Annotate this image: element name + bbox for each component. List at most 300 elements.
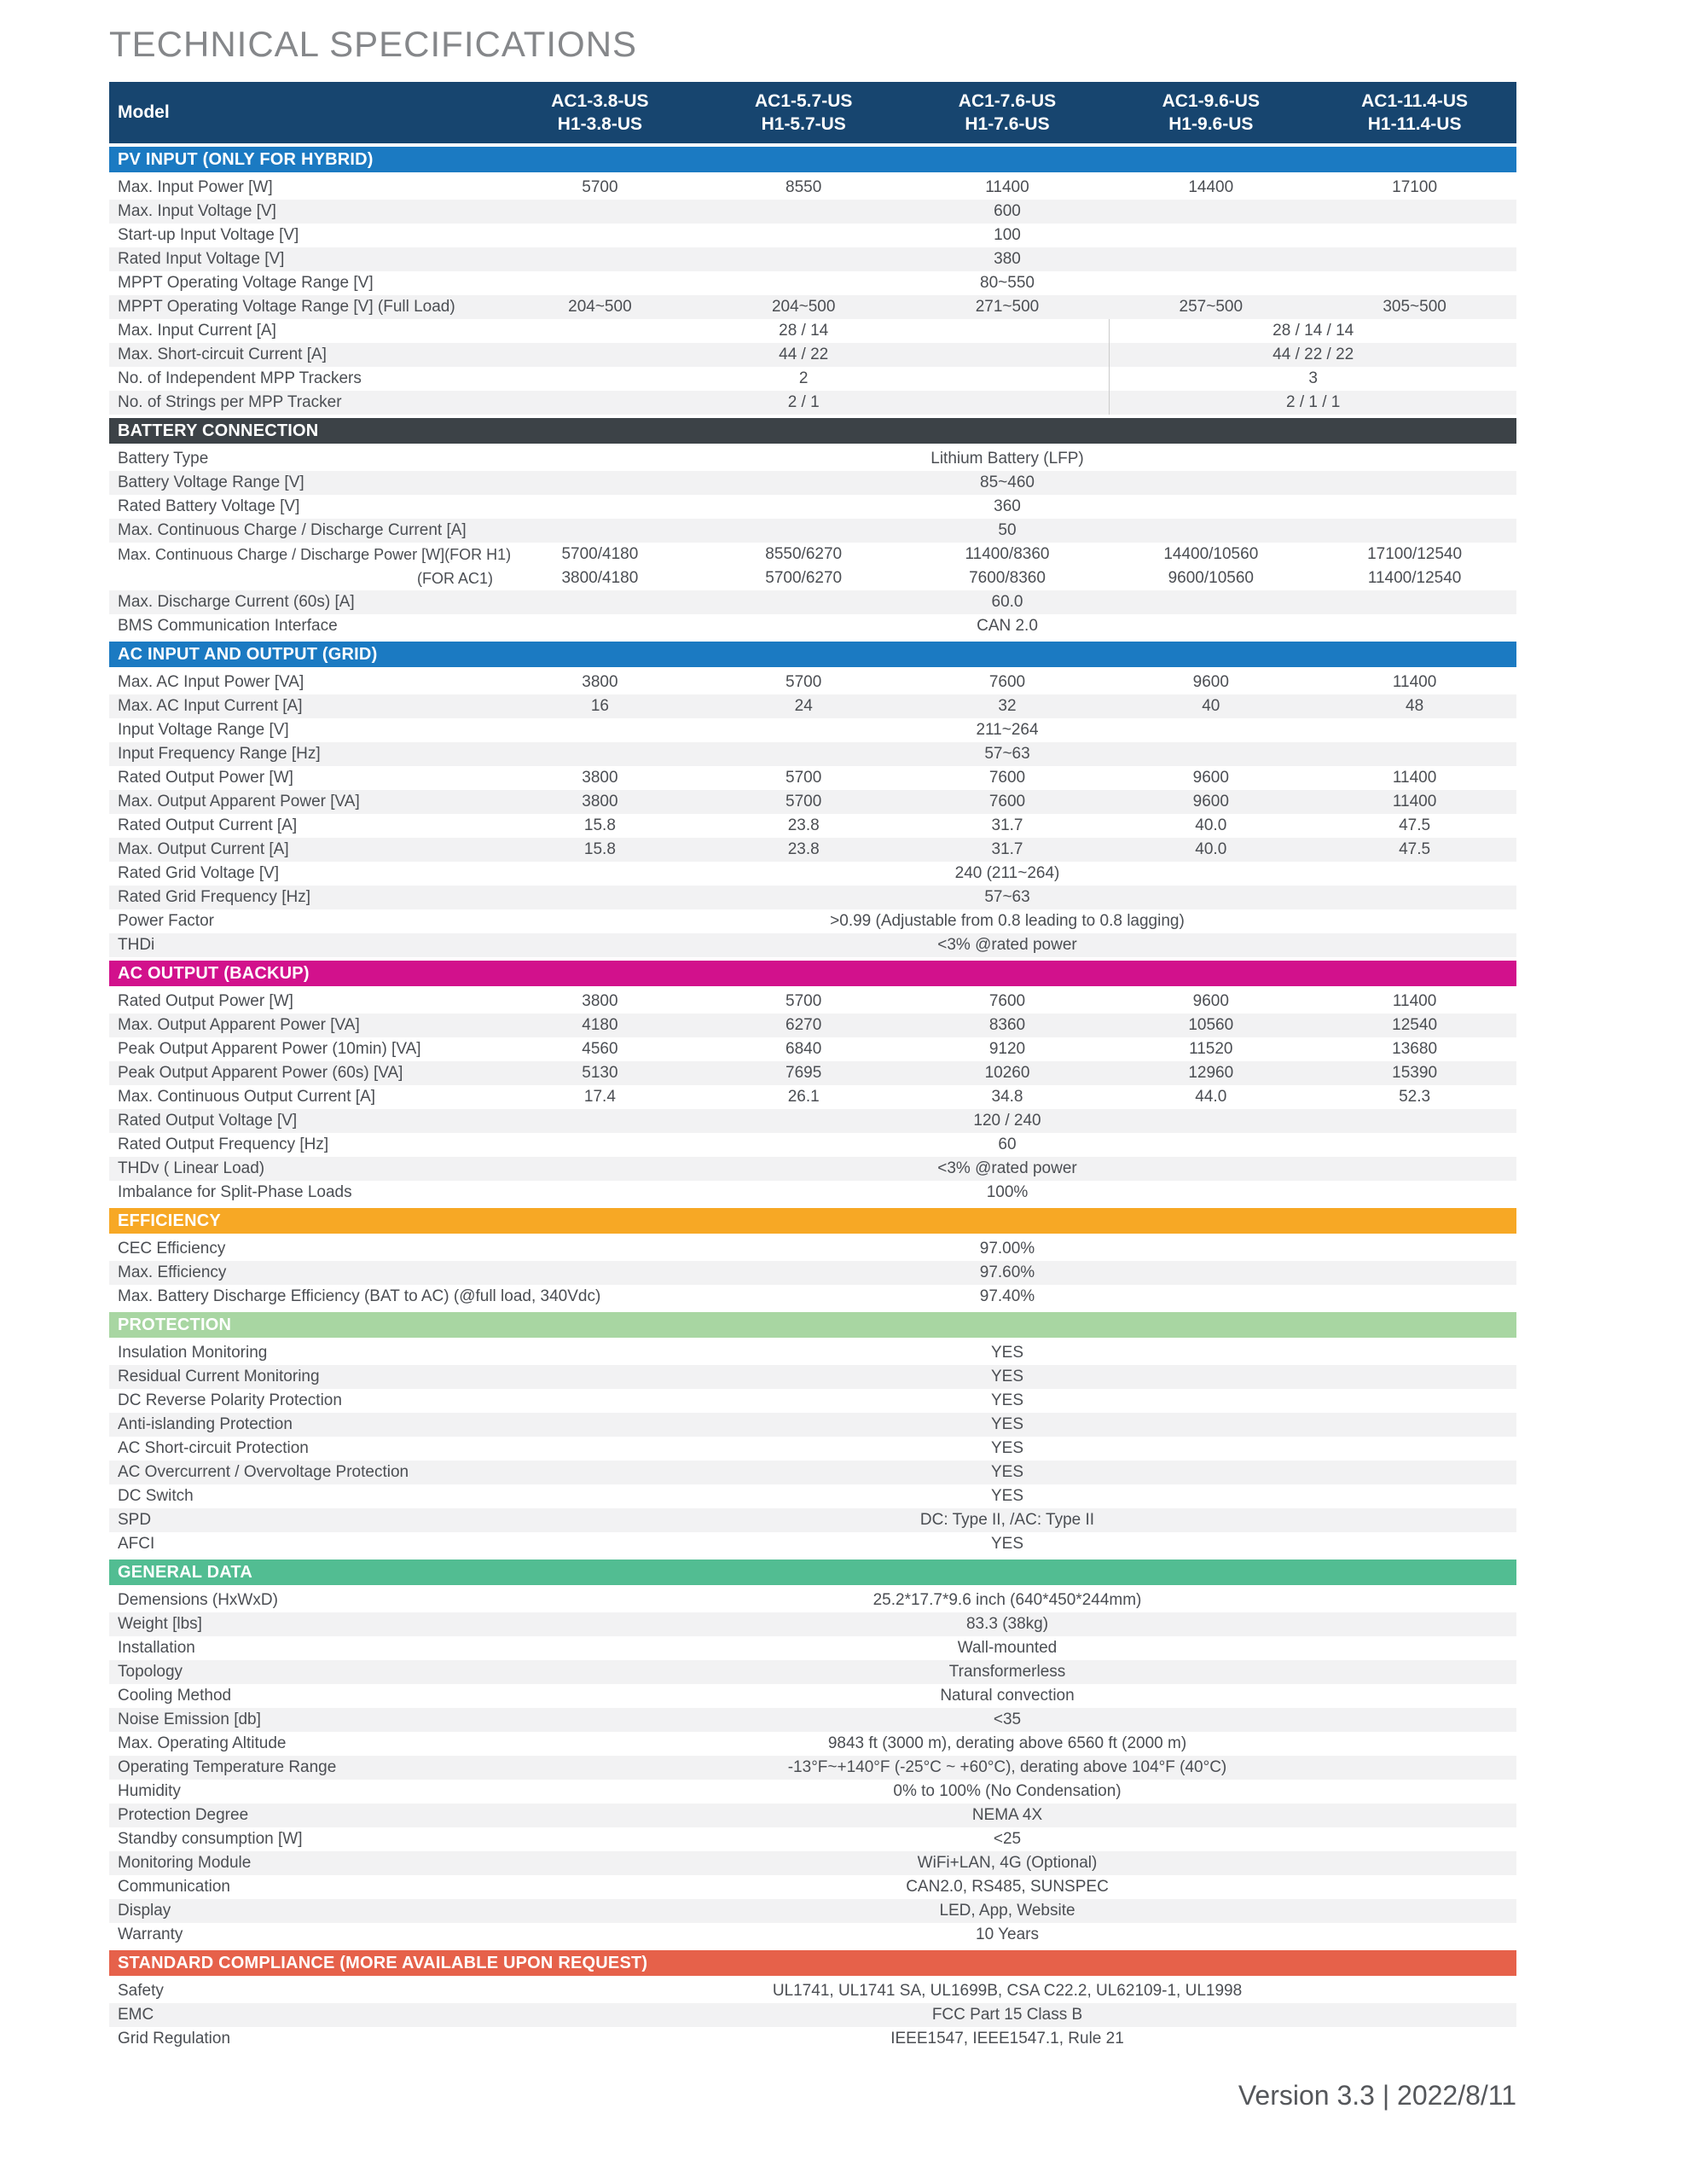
row-value: 5700	[582, 178, 618, 196]
row-label	[109, 566, 498, 590]
row-value: 8360	[988, 1016, 1026, 1034]
row-value: 80~550	[980, 274, 1035, 292]
spec-row	[109, 2027, 1516, 2051]
spec-row	[109, 176, 1516, 200]
row-value: 0% to 100% (No Condensation)	[893, 1782, 1122, 1800]
model-column-header	[498, 90, 702, 136]
row-label: Max. AC Input Power [VA]	[118, 673, 304, 691]
row-value: 120 / 240	[973, 1112, 1041, 1130]
row-label: Max. Input Voltage [V]	[118, 202, 276, 220]
row-value: 7600	[988, 769, 1026, 787]
row-label: MPPT Operating Voltage Range [V]	[118, 274, 374, 292]
row-value: 15390	[1392, 1064, 1438, 1082]
row-value: 23.8	[787, 840, 820, 858]
spec-row	[109, 718, 1516, 742]
model-name-ac: AC1-11.4-US	[1361, 91, 1469, 111]
row-value: 11400	[1392, 673, 1437, 691]
spec-row	[109, 566, 1516, 590]
row-value: 14400	[1188, 178, 1234, 196]
row-value: IEEE1547, IEEE1547.1, Rule 21	[890, 2030, 1124, 2048]
row-value-right: 44 / 22 / 22	[1109, 343, 1516, 367]
row-label: Battery Voltage Range [V]	[118, 473, 304, 491]
row-label: Weight [lbs]	[118, 1615, 202, 1633]
row-value: 11400/8360	[965, 545, 1050, 563]
row-value: 6840	[786, 1040, 822, 1058]
version-footer: Version 3.3 | 2022/8/11	[1238, 2080, 1516, 2111]
model-column-header	[1109, 90, 1313, 136]
spec-row	[109, 862, 1516, 886]
model-name-h: H1-7.6-US	[965, 114, 1050, 134]
row-label: Max. Discharge Current (60s) [A]	[118, 593, 355, 611]
row-value: 26.1	[787, 1088, 820, 1106]
row-value: 11400	[1392, 793, 1437, 810]
row-value: 12960	[1188, 1064, 1234, 1082]
row-value: 211~264	[976, 721, 1039, 739]
spec-row	[109, 1484, 1516, 1508]
row-value: FCC Part 15 Class B	[931, 2006, 1083, 2024]
row-value: 15.8	[583, 816, 616, 834]
spec-row	[109, 909, 1516, 933]
spec-row	[109, 814, 1516, 838]
spec-row	[109, 1979, 1516, 2003]
spec-row	[109, 1133, 1516, 1157]
row-value: 9600/10560	[1168, 569, 1254, 587]
row-value: 9120	[988, 1040, 1026, 1058]
row-value: 11400	[985, 178, 1029, 196]
spec-row	[109, 1157, 1516, 1181]
spec-row	[109, 1827, 1516, 1851]
row-label: Rated Output Power [W]	[118, 992, 293, 1010]
row-value: 7695	[786, 1064, 822, 1082]
model-name-h: H1-11.4-US	[1367, 114, 1462, 134]
row-label: Monitoring Module	[118, 1854, 252, 1872]
row-value: WiFi+LAN, 4G (Optional)	[917, 1854, 1098, 1872]
model-header-label: Model	[118, 102, 170, 122]
spec-row	[109, 1261, 1516, 1285]
spec-row	[109, 271, 1516, 295]
section-header: EFFICIENCY	[109, 1208, 1516, 1234]
model-column-header	[906, 90, 1110, 136]
spec-row	[109, 1804, 1516, 1827]
section-header: PV INPUT (ONLY FOR HYBRID)	[109, 147, 1516, 172]
row-label: Max. Efficiency	[118, 1263, 227, 1281]
row-label: THDv ( Linear Load)	[118, 1159, 265, 1177]
row-value: Lithium Battery (LFP)	[930, 450, 1084, 468]
row-label: Warranty	[118, 1926, 183, 1943]
row-label: Max. Input Current [A]	[118, 322, 276, 340]
spec-row	[109, 1461, 1516, 1484]
row-value: 9600	[1192, 992, 1229, 1010]
row-value: 60.0	[991, 593, 1023, 611]
model-name-h: H1-5.7-US	[761, 114, 846, 134]
row-value-right: 28 / 14 / 14	[1109, 319, 1516, 343]
row-value: 8550/6270	[765, 545, 843, 563]
model-header-row	[109, 82, 1516, 143]
page-title: TECHNICAL SPECIFICATIONS	[109, 24, 638, 64]
row-value: 5700	[786, 793, 822, 810]
row-label: Rated Output Frequency [Hz]	[118, 1136, 329, 1153]
spec-row	[109, 1085, 1516, 1109]
model-column-header	[1313, 90, 1516, 136]
row-label: Peak Output Apparent Power (10min) [VA]	[118, 1040, 421, 1058]
row-label: Max. Battery Discharge Efficiency (BAT to AC) (@full load, 340Vdc)	[118, 1287, 601, 1305]
row-label: Rated Input Voltage [V]	[118, 250, 285, 268]
row-value: 7600	[988, 673, 1026, 691]
row-label	[109, 543, 512, 566]
row-value-right: 2 / 1 / 1	[1109, 391, 1516, 415]
row-value: 9600	[1192, 673, 1229, 691]
model-name-ac: AC1-5.7-US	[755, 91, 853, 111]
row-value: 31.7	[991, 816, 1023, 834]
section-header: STANDARD COMPLIANCE (MORE AVAILABLE UPON REQUEST)	[109, 1950, 1516, 1976]
row-label: EMC	[118, 2006, 154, 2024]
spec-row	[109, 1923, 1516, 1947]
row-label: No. of Strings per MPP Tracker	[118, 393, 342, 411]
row-label: Safety	[118, 1982, 164, 2000]
row-value: 34.8	[991, 1088, 1023, 1106]
spec-row	[109, 1413, 1516, 1437]
row-value: YES	[990, 1415, 1024, 1433]
row-value: YES	[990, 1439, 1024, 1457]
row-value: 17.4	[583, 1088, 616, 1106]
spec-row	[109, 766, 1516, 790]
row-value: >0.99 (Adjustable from 0.8 leading to 0.8 lagging)	[830, 912, 1185, 930]
spec-row	[109, 694, 1516, 718]
row-value: 14400/10560	[1163, 545, 1259, 563]
row-sublabel: (FOR H1)	[444, 545, 512, 563]
row-value: <25	[993, 1830, 1022, 1848]
row-value: 17100	[1392, 178, 1438, 196]
row-label: Peak Output Apparent Power (60s) [VA]	[118, 1064, 403, 1082]
section-header: AC INPUT AND OUTPUT (GRID)	[109, 642, 1516, 667]
row-value: 17100/12540	[1367, 545, 1463, 563]
row-label: Demensions (HxWxD)	[118, 1591, 278, 1609]
row-value: 32	[998, 697, 1017, 715]
spec-row	[109, 471, 1516, 495]
row-value: 31.7	[991, 840, 1023, 858]
row-value: YES	[990, 1535, 1024, 1553]
row-value: -13°F~+140°F (-25°C ~ +60°C), derating above 104°F (40°C)	[787, 1758, 1227, 1776]
row-value: 11400	[1392, 992, 1437, 1010]
row-value: 5700	[786, 769, 822, 787]
row-value: 600	[994, 202, 1021, 220]
row-label: Protection Degree	[118, 1806, 249, 1824]
row-value: 360	[994, 497, 1021, 515]
row-value-left: 28 / 14	[779, 322, 829, 340]
row-value: 4180	[582, 1016, 618, 1034]
row-label: Max. Continuous Charge / Discharge Current [A]	[118, 521, 467, 539]
row-value: 15.8	[583, 840, 616, 858]
row-label: Imbalance for Split-Phase Loads	[118, 1183, 352, 1201]
spec-table	[109, 82, 1516, 2051]
spec-row	[109, 1684, 1516, 1708]
spec-row	[109, 1708, 1516, 1732]
row-value: 271~500	[975, 298, 1040, 316]
spec-row	[109, 543, 1516, 566]
spec-row	[109, 1389, 1516, 1413]
row-value: DC: Type II, /AC: Type II	[919, 1511, 1095, 1529]
row-label: Anti-islanding Protection	[118, 1415, 293, 1433]
row-sublabel: (FOR AC1)	[416, 569, 493, 587]
row-label: Rated Battery Voltage [V]	[118, 497, 300, 515]
spec-row	[109, 886, 1516, 909]
row-value: 204~500	[771, 298, 836, 316]
row-value: 3800	[582, 793, 618, 810]
spec-row	[109, 1660, 1516, 1684]
row-value: NEMA 4X	[971, 1806, 1043, 1824]
row-value: 11400	[1392, 769, 1437, 787]
row-label-text: Max. Continuous Charge / Discharge Power [W]	[118, 545, 445, 563]
row-value: 97.60%	[979, 1263, 1035, 1281]
row-value: 40	[1202, 697, 1220, 715]
row-label: MPPT Operating Voltage Range [V] (Full Load)	[118, 298, 455, 316]
row-value: 9600	[1192, 769, 1229, 787]
row-value: 57~63	[984, 888, 1030, 906]
row-label: Max. AC Input Current [A]	[118, 697, 303, 715]
spec-row	[109, 1365, 1516, 1389]
spec-row	[109, 247, 1516, 271]
row-value: 50	[998, 521, 1017, 539]
row-value: 100	[994, 226, 1021, 244]
row-label: Insulation Monitoring	[118, 1344, 268, 1362]
spec-row	[109, 614, 1516, 638]
spec-row	[109, 1285, 1516, 1309]
row-value-left: 44 / 22	[779, 346, 829, 363]
row-value: 16	[590, 697, 609, 715]
row-value: 97.00%	[979, 1240, 1035, 1258]
row-label: Input Frequency Range [Hz]	[118, 745, 321, 763]
row-value: 11520	[1189, 1040, 1233, 1058]
spec-row	[109, 671, 1516, 694]
row-value: 7600/8360	[969, 569, 1046, 587]
section-header: GENERAL DATA	[109, 1560, 1516, 1585]
spec-row	[109, 1237, 1516, 1261]
spec-row	[109, 1732, 1516, 1756]
row-value: 380	[994, 250, 1021, 268]
row-value: <3% @rated power	[937, 936, 1077, 954]
model-name-ac: AC1-3.8-US	[551, 91, 649, 111]
row-value: 4560	[582, 1040, 618, 1058]
row-value: 9600	[1192, 793, 1229, 810]
row-label: Max. Short-circuit Current [A]	[118, 346, 327, 363]
row-value: 40.0	[1195, 816, 1227, 834]
spec-row	[109, 391, 1516, 415]
spec-row	[109, 2003, 1516, 2027]
row-label: Rated Grid Voltage [V]	[118, 864, 280, 882]
row-value: 40.0	[1195, 840, 1227, 858]
row-label: AFCI	[118, 1535, 155, 1553]
row-label: Standby consumption [W]	[118, 1830, 303, 1848]
spec-row	[109, 224, 1516, 247]
spec-row	[109, 990, 1516, 1014]
spec-row	[109, 1109, 1516, 1133]
row-label: DC Switch	[118, 1487, 194, 1505]
model-name-h: H1-3.8-US	[557, 114, 642, 134]
row-value: YES	[990, 1487, 1024, 1505]
spec-row	[109, 1437, 1516, 1461]
row-value: <35	[993, 1711, 1022, 1728]
spec-row	[109, 1899, 1516, 1923]
row-label: Residual Current Monitoring	[118, 1368, 320, 1385]
row-value: 3800	[582, 673, 618, 691]
row-label: Start-up Input Voltage [V]	[118, 226, 299, 244]
spec-row	[109, 1341, 1516, 1365]
row-value: 57~63	[984, 745, 1030, 763]
row-label: Operating Temperature Range	[118, 1758, 337, 1776]
section-header: PROTECTION	[109, 1312, 1516, 1338]
row-label: Max. Output Apparent Power [VA]	[118, 1016, 360, 1034]
row-value: Wall-mounted	[957, 1639, 1058, 1657]
section-header: BATTERY CONNECTION	[109, 418, 1516, 444]
row-value: Natural convection	[940, 1687, 1075, 1705]
row-value: 9843 ft (3000 m), derating above 6560 ft (2000 m)	[827, 1734, 1187, 1752]
row-value: 48	[1406, 697, 1424, 715]
spec-row	[109, 1181, 1516, 1205]
model-name-h: H1-9.6-US	[1168, 114, 1254, 134]
row-value: 7600	[988, 793, 1026, 810]
row-value: 10560	[1188, 1016, 1234, 1034]
model-name-ac: AC1-9.6-US	[1162, 91, 1260, 111]
row-value: 10260	[984, 1064, 1030, 1082]
row-label: Humidity	[118, 1782, 181, 1800]
spec-row	[109, 742, 1516, 766]
row-value: 97.40%	[979, 1287, 1035, 1305]
row-label: SPD	[118, 1511, 152, 1529]
row-value: 83.3 (38kg)	[965, 1615, 1049, 1633]
spec-row	[109, 790, 1516, 814]
row-value: YES	[990, 1368, 1024, 1385]
row-value: 3800/4180	[561, 569, 639, 587]
row-label: THDi	[118, 936, 155, 954]
spec-row	[109, 1756, 1516, 1780]
spec-row	[109, 1061, 1516, 1085]
row-value: 60	[998, 1136, 1017, 1153]
row-label: Input Voltage Range [V]	[118, 721, 289, 739]
spec-row	[109, 447, 1516, 471]
row-value: 10 Years	[976, 1926, 1039, 1943]
row-value: 6270	[786, 1016, 822, 1034]
spec-row	[109, 933, 1516, 957]
row-value: Transformerless	[948, 1663, 1066, 1681]
row-value: 3800	[582, 769, 618, 787]
row-value: 5700	[786, 673, 822, 691]
spec-row	[109, 1875, 1516, 1899]
spec-row	[109, 319, 1516, 343]
row-label: Display	[118, 1902, 171, 1920]
row-value: 3800	[582, 992, 618, 1010]
spec-row	[109, 1037, 1516, 1061]
row-value: 5700	[786, 992, 822, 1010]
row-value: YES	[990, 1391, 1024, 1409]
row-value: 47.5	[1399, 840, 1431, 858]
row-value: CAN 2.0	[977, 617, 1038, 635]
row-label: AC Short-circuit Protection	[118, 1439, 309, 1457]
row-value: LED, App, Website	[939, 1902, 1075, 1920]
section-header: AC OUTPUT (BACKUP)	[109, 961, 1516, 986]
row-value-left: 2	[798, 369, 809, 387]
row-value: YES	[990, 1344, 1024, 1362]
row-value: 11400/12540	[1367, 569, 1462, 587]
row-value: 24	[794, 697, 813, 715]
row-label: Max. Input Power [W]	[118, 178, 273, 196]
row-value: 12540	[1392, 1016, 1438, 1034]
row-value: 305~500	[1383, 298, 1446, 316]
row-value: 5700/6270	[765, 569, 843, 587]
row-value: 5700/4180	[561, 545, 639, 563]
row-value: 13680	[1392, 1040, 1438, 1058]
row-label: Max. Operating Altitude	[118, 1734, 287, 1752]
row-value: <3% @rated power	[937, 1159, 1077, 1177]
model-name-ac: AC1-7.6-US	[958, 91, 1057, 111]
row-value: UL1741, UL1741 SA, UL1699B, CSA C22.2, UL62109-1, UL1998	[772, 1982, 1243, 2000]
spec-row	[109, 1589, 1516, 1612]
row-label: AC Overcurrent / Overvoltage Protection	[118, 1463, 409, 1481]
spec-row	[109, 1532, 1516, 1556]
row-value-right: 3	[1109, 367, 1516, 391]
row-value-left: 2 / 1	[787, 393, 820, 411]
row-label: Max. Output Apparent Power [VA]	[118, 793, 360, 810]
row-label: Installation	[118, 1639, 195, 1657]
row-value: CAN2.0, RS485, SUNSPEC	[906, 1878, 1109, 1896]
row-label: Topology	[118, 1663, 183, 1681]
row-value: 44.0	[1195, 1088, 1227, 1106]
row-label: BMS Communication Interface	[118, 617, 338, 635]
spec-row	[109, 343, 1516, 367]
spec-row	[109, 1612, 1516, 1636]
spec-row	[109, 1014, 1516, 1037]
spec-row	[109, 495, 1516, 519]
row-value: 7600	[988, 992, 1026, 1010]
spec-row	[109, 1636, 1516, 1660]
row-label: Battery Type	[118, 450, 209, 468]
spec-row	[109, 590, 1516, 614]
row-label: Rated Output Power [W]	[118, 769, 293, 787]
row-value: 204~500	[568, 298, 632, 316]
row-value: 47.5	[1399, 816, 1431, 834]
row-value: 25.2*17.7*9.6 inch (640*450*244mm)	[872, 1591, 1142, 1609]
row-value: 100%	[986, 1183, 1029, 1201]
row-label: Communication	[118, 1878, 230, 1896]
model-column-header	[702, 90, 906, 136]
spec-row	[109, 295, 1516, 319]
row-label: Power Factor	[118, 912, 214, 930]
row-value: 85~460	[980, 473, 1035, 491]
row-label: Max. Continuous Output Current [A]	[118, 1088, 376, 1106]
spec-row	[109, 838, 1516, 862]
row-value: 240 (211~264)	[954, 864, 1060, 882]
row-value: 8550	[786, 178, 822, 196]
spec-row	[109, 1780, 1516, 1804]
row-label: Rated Grid Frequency [Hz]	[118, 888, 310, 906]
row-value: YES	[990, 1463, 1024, 1481]
row-label: Noise Emission [db]	[118, 1711, 261, 1728]
spec-row	[109, 1851, 1516, 1875]
spec-row	[109, 200, 1516, 224]
row-label: CEC Efficiency	[118, 1240, 226, 1258]
row-label: Rated Output Current [A]	[118, 816, 298, 834]
spec-row	[109, 1508, 1516, 1532]
row-label: Rated Output Voltage [V]	[118, 1112, 298, 1130]
row-label: No. of Independent MPP Trackers	[118, 369, 362, 387]
spec-row	[109, 367, 1516, 391]
row-value: 52.3	[1399, 1088, 1431, 1106]
row-label: DC Reverse Polarity Protection	[118, 1391, 342, 1409]
spec-row	[109, 519, 1516, 543]
row-value: 257~500	[1179, 298, 1244, 316]
row-value: 23.8	[787, 816, 820, 834]
row-label: Grid Regulation	[118, 2030, 231, 2048]
row-label: Max. Output Current [A]	[118, 840, 289, 858]
